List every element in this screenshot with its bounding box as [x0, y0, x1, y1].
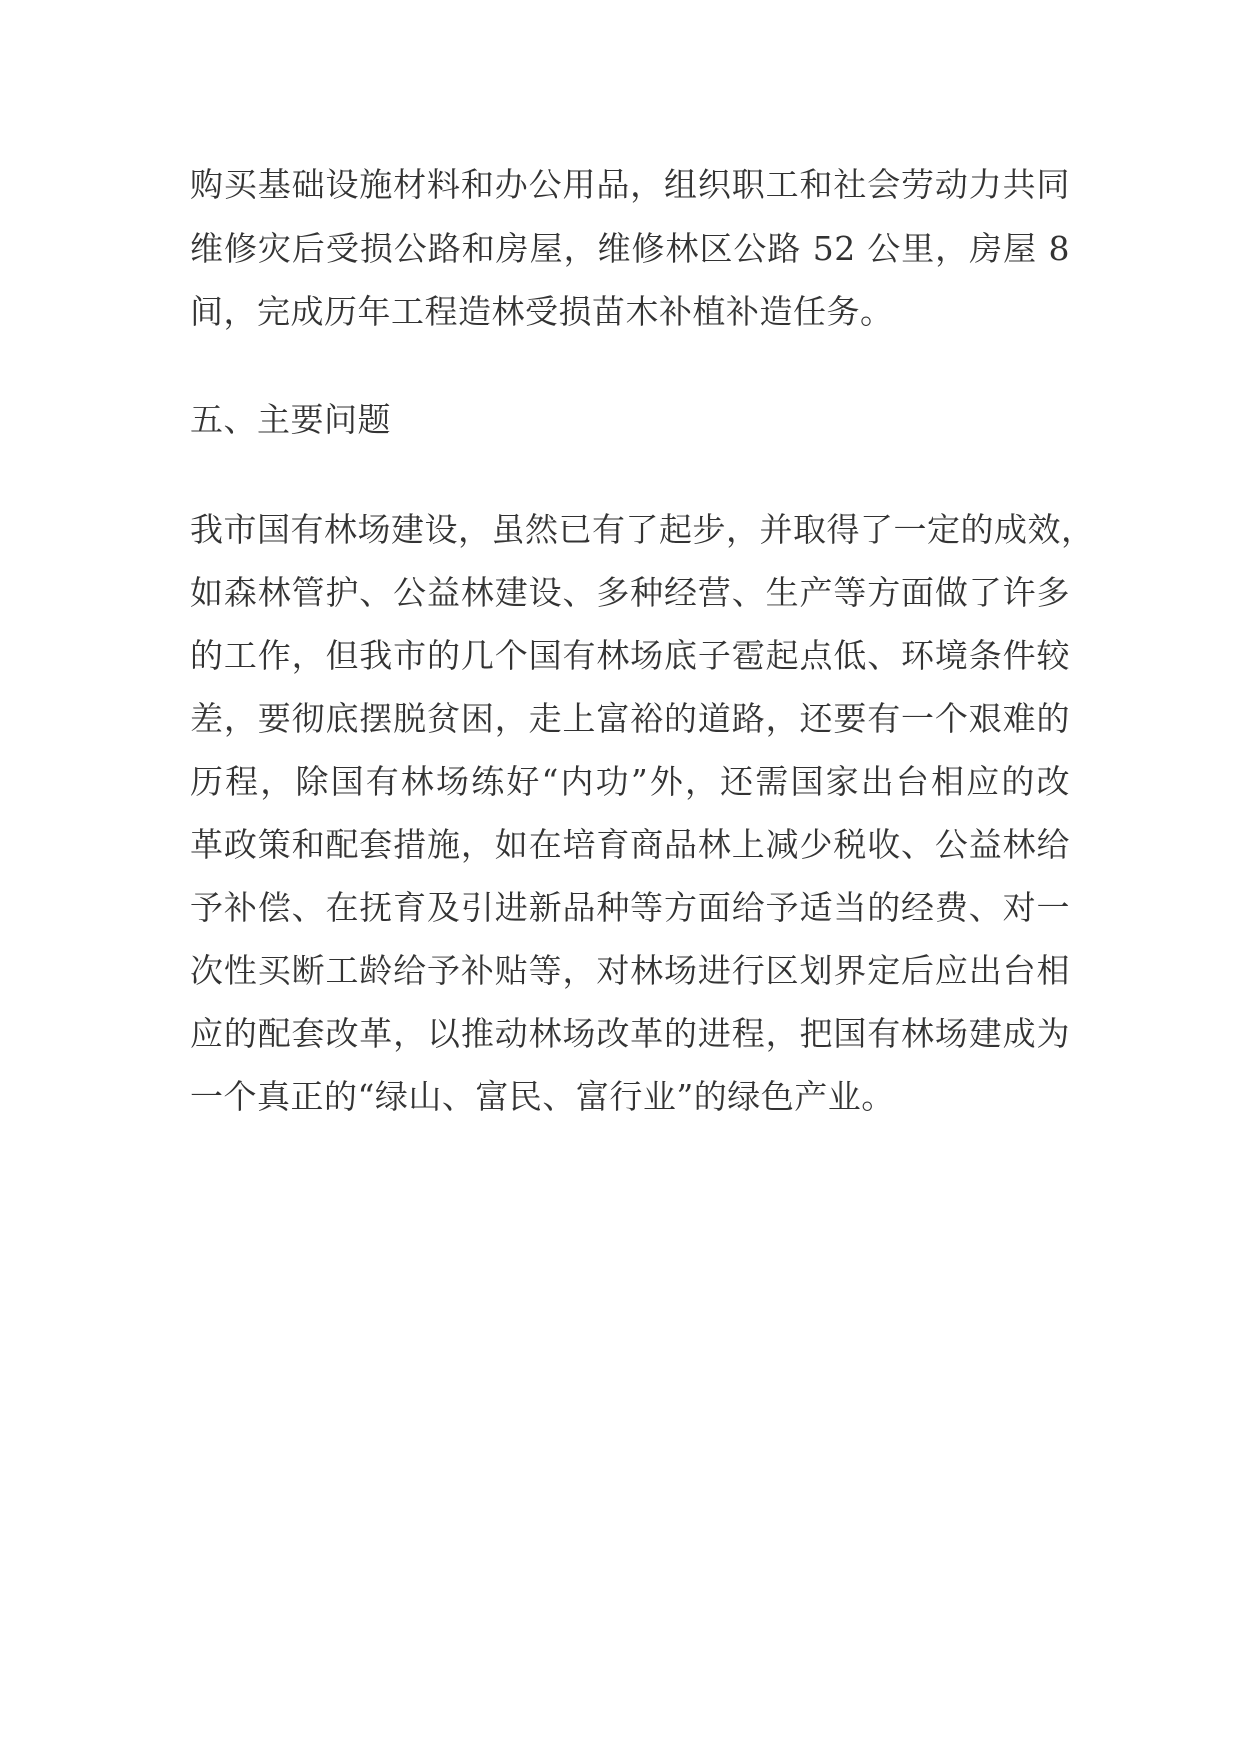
- paragraph-2-line-8: 次性买断工龄给予补贴等，对林场进行区划界定后应出台相: [190, 951, 1070, 990]
- paragraph-1-line-2: 维修灾后受损公路和房屋，维修林区公路 52 公里，房屋 8: [190, 229, 1070, 268]
- paragraph-2-line-5: 历程，除国有林场练好“内功”外，还需国家出台相应的改: [190, 762, 1070, 801]
- paragraph-1-line-1: 购买基础设施材料和办公用品，组织职工和社会劳动力共同: [190, 165, 1070, 204]
- section-heading: 五、主要问题: [190, 400, 391, 439]
- paragraph-2-line-9: 应的配套改革，以推动林场改革的进程，把国有林场建成为: [190, 1014, 1070, 1053]
- paragraph-2-line-7: 予补偿、在抚育及引进新品种等方面给予适当的经费、对一: [190, 888, 1070, 927]
- paragraph-2-line-2: 如森林管护、公益林建设、多种经营、生产等方面做了许多: [190, 573, 1070, 612]
- paragraph-2-line-10: 一个真正的“绿山、富民、富行业”的绿色产业。: [190, 1077, 895, 1116]
- paragraph-1-line-3: 间，完成历年工程造林受损苗木补植补造任务。: [190, 292, 894, 331]
- paragraph-2-line-1: 我市国有林场建设，虽然已有了起步，并取得了一定的成效，: [190, 510, 1095, 549]
- paragraph-2-line-3: 的工作，但我市的几个国有林场底子雹起点低、环境条件较: [190, 636, 1070, 675]
- paragraph-2-line-6: 革政策和配套措施，如在培育商品林上减少税收、公益林给: [190, 825, 1070, 864]
- paragraph-2-line-4: 差，要彻底摆脱贫困，走上富裕的道路，还要有一个艰难的: [190, 699, 1070, 738]
